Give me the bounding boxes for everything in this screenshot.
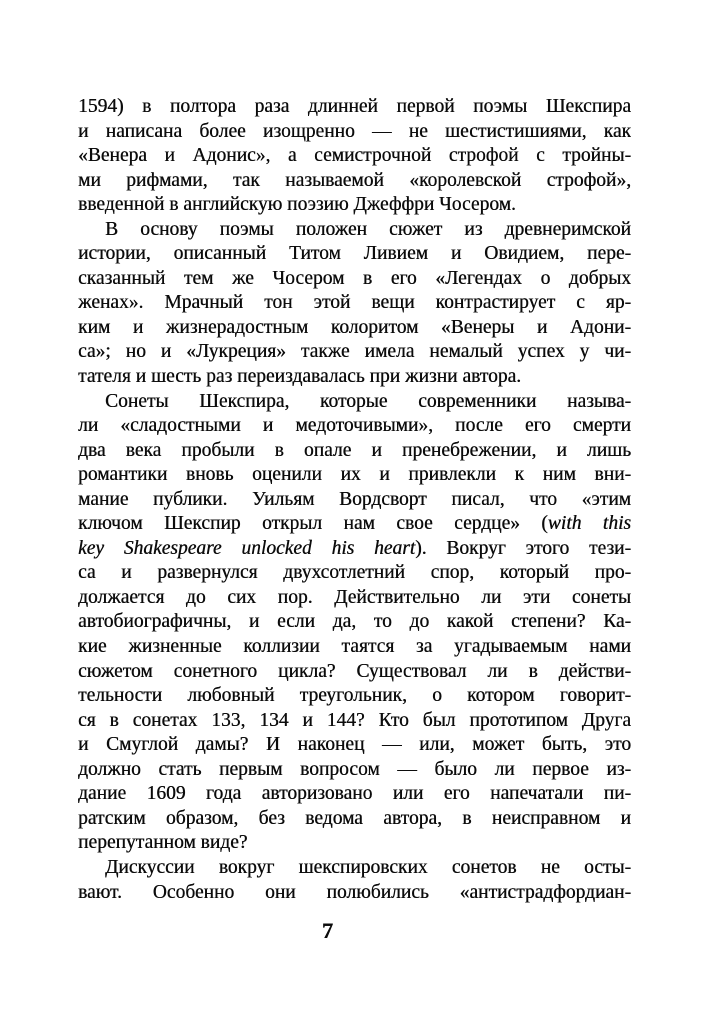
text-line: [78, 340, 631, 365]
text-line: [78, 242, 631, 267]
text-segment: и написана более изощренно — не шестистишиями, как: [78, 120, 631, 142]
text-segment: истории, описанный Титом Ливием и Овидием, пере-: [78, 243, 631, 265]
text-line: [78, 414, 631, 439]
text-line: [78, 512, 631, 537]
text-line: [78, 218, 631, 243]
text-line: [78, 169, 631, 194]
text-segment: кие жизненные коллизии таятся за угадываемым нами: [78, 636, 631, 658]
paragraph: [78, 95, 631, 218]
text-line: [78, 463, 631, 488]
text-line: [78, 709, 631, 734]
text-segment: Сонеты Шекспира, которые современники называ-: [105, 390, 631, 412]
text-segment: В основу поэмы положен сюжет из древнеримской: [105, 218, 631, 240]
paragraph: [78, 218, 631, 390]
text-segment: вают. Особенно они полюбились «антистрадфордиан-: [78, 881, 631, 903]
paragraph: [78, 390, 631, 856]
text-line: [78, 856, 631, 881]
text-segment: Дискуссии вокруг шекспировских сонетов не осты-: [105, 856, 631, 878]
text-segment: ли «сладостными и медоточивыми», после его смерти: [78, 415, 631, 437]
text-segment: са и развернулся двухсотлетний спор, который про-: [78, 562, 631, 584]
text-line: [78, 758, 631, 783]
text-segment: должается до сих пор. Действительно ли эти сонеты: [78, 586, 631, 608]
text-segment: ратским образом, без ведома автора, в неисправном и: [78, 807, 631, 829]
text-segment: ключом Шекспир открыл нам свое сердце» (: [78, 513, 548, 535]
text-segment: сюжетом сонетного цикла? Существовал ли в действи-: [78, 660, 631, 682]
text-segment: 1594) в полтора раза длинней первой поэмы Шекспира: [78, 96, 631, 117]
text-segment: са»; но и «Лукреция» также имела немалый успех у чи-: [78, 341, 631, 363]
text-segment: сказанный тем же Чосером в его «Легендах о добрых: [78, 267, 631, 289]
text-line: [78, 120, 631, 145]
text-line: [78, 635, 631, 660]
text-line: [78, 291, 631, 316]
italic-text-segment: key Shakespeare unlocked his heart: [78, 537, 416, 559]
text-segment: ся в сонетах 133, 134 и 144? Кто был прототипом Друга: [78, 709, 631, 731]
text-segment: дание 1609 года авторизовано или его напечатали пи-: [78, 783, 631, 805]
text-segment: должно стать первым вопросом — было ли первое из-: [78, 758, 631, 780]
text-line: [78, 561, 631, 586]
text-line: [78, 439, 631, 464]
text-segment: и Смуглой дамы? И наконец — или, может быть, это: [78, 734, 631, 756]
page-text: [78, 95, 631, 905]
text-segment: тателя и шесть раз переиздавалась при жизни автора.: [78, 366, 522, 388]
text-line: [78, 733, 631, 758]
text-line: [78, 831, 631, 856]
text-segment: ми рифмами, так называемой «королевской строфой»,: [78, 169, 631, 191]
text-line: [78, 586, 631, 611]
text-segment: мание публики. Уильям Вордсворт писал, что «этим: [78, 488, 631, 510]
text-line: [78, 267, 631, 292]
text-line: [78, 782, 631, 807]
text-line: [78, 488, 631, 513]
text-segment: перепутанном виде?: [78, 832, 248, 854]
text-segment: ким и жизнерадостным колоритом «Венеры и Адони-: [78, 316, 631, 338]
text-segment: автобиографичны, и если да, то до какой степени? Ка-: [78, 611, 631, 633]
text-segment: тельности любовный треугольник, о котором говорит-: [78, 685, 631, 707]
text-segment: женах». Мрачный тон этой вещи контрастирует с яр-: [78, 292, 631, 314]
text-line: [78, 316, 631, 341]
text-line: [78, 144, 631, 169]
text-line: [78, 95, 631, 120]
text-segment: «Венера и Адонис», а семистрочной строфой с тройны-: [78, 145, 631, 167]
text-line: [78, 881, 631, 906]
text-line: [78, 365, 631, 390]
text-line: [78, 684, 631, 709]
paragraph: [78, 856, 631, 905]
text-line: [78, 537, 631, 562]
text-segment: романтики вновь оценили их и привлекли к ним вни-: [78, 464, 631, 486]
text-segment: введенной в английскую поэзию Джеффри Чосером.: [78, 194, 516, 216]
text-line: [78, 807, 631, 832]
text-line: [78, 660, 631, 685]
text-segment: ). Вокруг этого тези-: [415, 537, 631, 559]
page-number: 7: [321, 918, 334, 943]
italic-text-segment: with this: [547, 513, 631, 535]
text-segment: два века пробыли в опале и пренебрежении, и лишь: [78, 439, 631, 461]
text-line: [78, 390, 631, 415]
text-line: [78, 610, 631, 635]
text-line: [78, 193, 631, 218]
